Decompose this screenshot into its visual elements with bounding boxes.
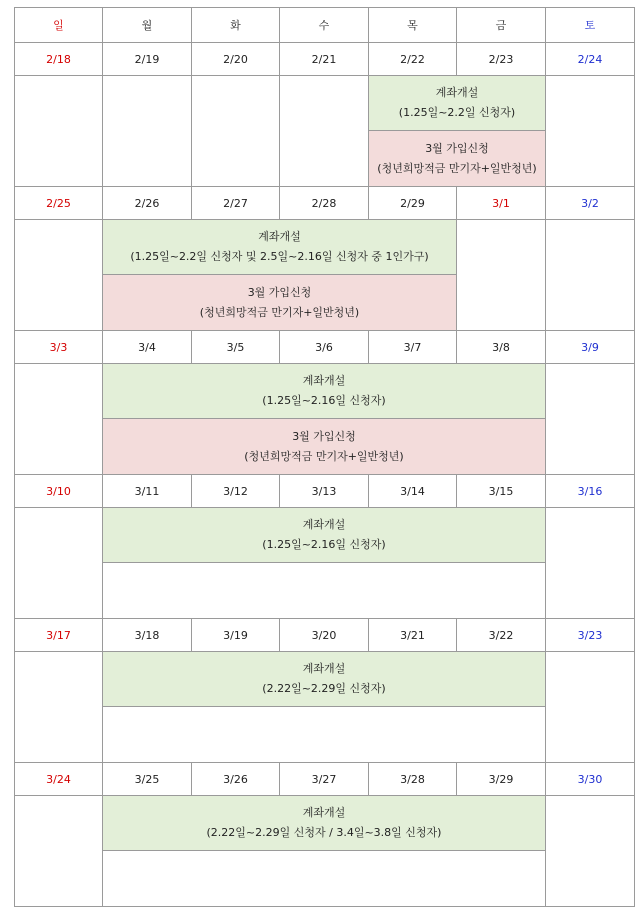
empty-day-cell xyxy=(457,220,546,331)
event-block xyxy=(103,275,457,331)
date-cell: 3/7 xyxy=(369,331,457,364)
date-cell: 2/18 xyxy=(15,43,103,76)
date-cell: 3/10 xyxy=(15,475,103,508)
event-title: 계좌개설 xyxy=(302,806,346,819)
empty-day-cell xyxy=(546,652,635,763)
calendar-table xyxy=(14,7,635,907)
date-cell: 2/22 xyxy=(369,43,457,76)
week-event-row xyxy=(15,220,635,275)
event-block xyxy=(103,652,546,707)
week-event-row xyxy=(15,796,635,851)
empty-event-slot xyxy=(103,851,546,907)
date-cell: 3/16 xyxy=(546,475,635,508)
empty-day-cell xyxy=(546,76,635,187)
event-title: 3월 가입신청 xyxy=(247,285,312,299)
weekday-sun: 일 xyxy=(15,8,103,43)
event-title: 계좌개설 xyxy=(302,662,346,675)
empty-day-cell xyxy=(15,796,103,907)
week-event-row xyxy=(15,364,635,419)
week-event-row xyxy=(15,76,635,131)
week-event-row xyxy=(15,508,635,563)
week-event-row xyxy=(15,419,635,475)
date-cell: 2/27 xyxy=(192,187,280,220)
date-cell: 2/26 xyxy=(103,187,192,220)
date-cell: 2/28 xyxy=(280,187,369,220)
empty-day-cell xyxy=(15,364,103,475)
week-date-row xyxy=(15,619,635,652)
date-cell: 3/15 xyxy=(457,475,546,508)
empty-day-cell xyxy=(103,76,192,187)
empty-day-cell xyxy=(546,508,635,619)
event-block xyxy=(103,419,546,475)
event-subtitle: (청년희망적금 만기자+일반청년) xyxy=(199,305,360,319)
event-title: 3월 가입신청 xyxy=(292,429,356,443)
date-cell: 3/1 xyxy=(457,187,546,220)
date-cell: 3/19 xyxy=(192,619,280,652)
date-cell: 2/24 xyxy=(546,43,635,76)
weekday-thu: 목 xyxy=(369,8,457,43)
event-subtitle: (1.25일~2.2일 신청자) xyxy=(398,106,516,119)
weekday-sat: 토 xyxy=(546,8,635,43)
date-cell: 2/21 xyxy=(280,43,369,76)
empty-event-slot xyxy=(103,563,546,619)
date-cell: 3/8 xyxy=(457,331,546,364)
weekday-tue: 화 xyxy=(192,8,280,43)
date-cell: 3/27 xyxy=(280,763,369,796)
event-subtitle: (2.22일~2.29일 신청자) xyxy=(262,682,386,695)
empty-event-slot xyxy=(103,707,546,763)
event-block xyxy=(369,76,546,131)
date-cell: 3/17 xyxy=(15,619,103,652)
event-title: 계좌개설 xyxy=(302,518,346,531)
empty-day-cell xyxy=(280,76,369,187)
calendar xyxy=(14,7,634,907)
date-cell: 3/28 xyxy=(369,763,457,796)
empty-day-cell xyxy=(546,220,635,331)
date-cell: 3/11 xyxy=(103,475,192,508)
date-cell: 3/21 xyxy=(369,619,457,652)
empty-day-cell xyxy=(15,76,103,187)
date-cell: 3/9 xyxy=(546,331,635,364)
weekday-header-row xyxy=(15,8,635,43)
date-cell: 2/29 xyxy=(369,187,457,220)
event-block xyxy=(103,796,546,851)
date-cell: 3/29 xyxy=(457,763,546,796)
date-cell: 2/23 xyxy=(457,43,546,76)
date-cell: 3/13 xyxy=(280,475,369,508)
date-cell: 3/25 xyxy=(103,763,192,796)
event-title: 3월 가입신청 xyxy=(425,141,489,155)
date-cell: 3/14 xyxy=(369,475,457,508)
date-cell: 3/18 xyxy=(103,619,192,652)
empty-day-cell xyxy=(192,76,280,187)
week-date-row xyxy=(15,475,635,508)
date-cell: 3/23 xyxy=(546,619,635,652)
empty-day-cell xyxy=(15,220,103,331)
weekday-mon: 월 xyxy=(103,8,192,43)
date-cell: 2/19 xyxy=(103,43,192,76)
event-block xyxy=(103,364,546,419)
event-title: 계좌개설 xyxy=(435,86,479,99)
event-block xyxy=(103,220,457,275)
week-date-row xyxy=(15,43,635,76)
event-block xyxy=(103,508,546,563)
event-subtitle: (청년희망적금 만기자+일반청년) xyxy=(244,449,404,463)
date-cell: 2/20 xyxy=(192,43,280,76)
date-cell: 3/3 xyxy=(15,331,103,364)
event-title: 계좌개설 xyxy=(258,230,301,243)
date-cell: 3/6 xyxy=(280,331,369,364)
week-date-row xyxy=(15,331,635,364)
event-subtitle: (2.22일~2.29일 신청자 / 3.4일~3.8일 신청자) xyxy=(206,826,442,839)
date-cell: 3/24 xyxy=(15,763,103,796)
date-cell: 3/20 xyxy=(280,619,369,652)
date-cell: 3/5 xyxy=(192,331,280,364)
date-cell: 3/12 xyxy=(192,475,280,508)
empty-day-cell xyxy=(546,796,635,907)
week-date-row xyxy=(15,763,635,796)
date-cell: 3/2 xyxy=(546,187,635,220)
empty-day-cell xyxy=(15,508,103,619)
event-subtitle: (1.25일~2.2일 신청자 및 2.5일~2.16일 신청자 중 1인가구) xyxy=(130,250,429,263)
week-date-row xyxy=(15,187,635,220)
week-event-row xyxy=(15,707,635,763)
date-cell: 3/30 xyxy=(546,763,635,796)
date-cell: 3/26 xyxy=(192,763,280,796)
event-title: 계좌개설 xyxy=(302,374,346,387)
empty-day-cell xyxy=(546,364,635,475)
date-cell: 3/4 xyxy=(103,331,192,364)
week-event-row xyxy=(15,563,635,619)
weekday-wed: 수 xyxy=(280,8,369,43)
week-event-row xyxy=(15,652,635,707)
date-cell: 3/22 xyxy=(457,619,546,652)
event-subtitle: (청년희망적금 만기자+일반청년) xyxy=(377,161,537,175)
event-subtitle: (1.25일~2.16일 신청자) xyxy=(262,394,386,407)
weekday-fri: 금 xyxy=(457,8,546,43)
event-block xyxy=(369,131,546,187)
event-subtitle: (1.25일~2.16일 신청자) xyxy=(262,538,386,551)
date-cell: 2/25 xyxy=(15,187,103,220)
week-event-row xyxy=(15,851,635,907)
empty-day-cell xyxy=(15,652,103,763)
